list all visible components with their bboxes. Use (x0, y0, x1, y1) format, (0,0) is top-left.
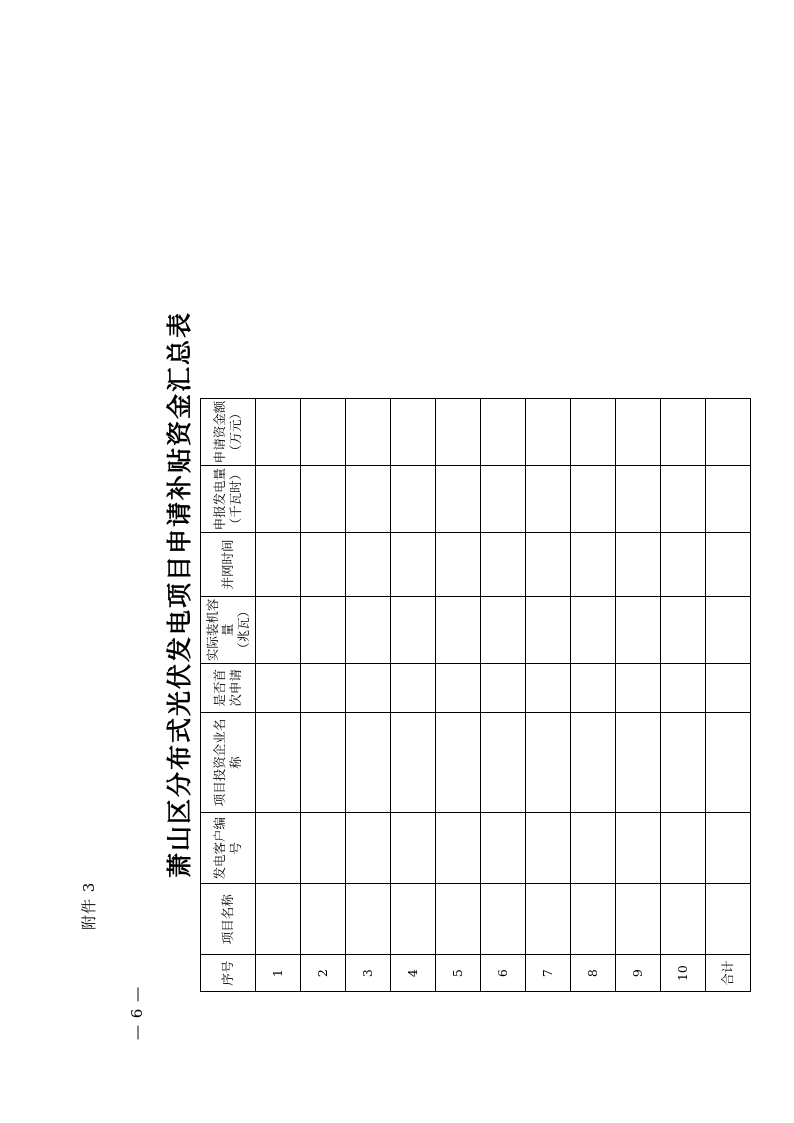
attachment-label: 附件 3 (80, 881, 98, 930)
column-header-reported-generation-line1: 申报发电量 (212, 467, 228, 531)
cell-requested-amount[interactable] (436, 399, 481, 466)
row-index-total: 合计 (706, 955, 751, 992)
table-row (571, 399, 616, 992)
cell-project-name[interactable] (256, 884, 301, 955)
cell-customer-number[interactable] (436, 813, 481, 884)
column-header-requested-amount (201, 399, 256, 466)
cell-first-application[interactable] (346, 663, 391, 712)
cell-grid-connection-time[interactable] (346, 533, 391, 597)
row-index: 8 (571, 955, 616, 992)
row-index: 10 (661, 955, 706, 992)
cell-reported-generation[interactable] (661, 466, 706, 533)
cell-customer-number[interactable] (391, 813, 436, 884)
summary-table-container (200, 398, 751, 992)
cell-project-name[interactable] (616, 884, 661, 955)
cell-customer-number[interactable] (526, 813, 571, 884)
cell-requested-amount[interactable] (301, 399, 346, 466)
cell-installed-capacity[interactable] (256, 596, 301, 663)
column-header-investor-company (201, 712, 256, 812)
row-index: 3 (346, 955, 391, 992)
cell-grid-connection-time[interactable] (616, 533, 661, 597)
cell-investor-company[interactable] (616, 712, 661, 812)
column-header-index-line1: 序号 (220, 960, 236, 986)
cell-reported-generation[interactable] (526, 466, 571, 533)
cell-reported-generation[interactable] (301, 466, 346, 533)
cell-project-name[interactable] (661, 884, 706, 955)
cell-investor-company[interactable] (481, 712, 526, 812)
cell-installed-capacity[interactable] (346, 596, 391, 663)
cell-reported-generation[interactable] (436, 466, 481, 533)
cell-first-application[interactable] (661, 663, 706, 712)
cell-project-name[interactable] (481, 884, 526, 955)
cell-first-application[interactable] (571, 663, 616, 712)
row-index: 6 (481, 955, 526, 992)
cell-project-name[interactable] (571, 884, 616, 955)
cell-customer-number[interactable] (256, 813, 301, 884)
cell-investor-company[interactable] (706, 712, 751, 812)
row-index: 1 (256, 955, 301, 992)
cell-grid-connection-time[interactable] (256, 533, 301, 597)
cell-customer-number[interactable] (301, 813, 346, 884)
table-body (256, 399, 751, 992)
cell-customer-number[interactable] (481, 813, 526, 884)
row-index: 7 (526, 955, 571, 992)
cell-grid-connection-time[interactable] (571, 533, 616, 597)
table-row (346, 399, 391, 992)
cell-requested-amount[interactable] (346, 399, 391, 466)
table-row (616, 399, 661, 992)
table-row (526, 399, 571, 992)
column-header-installed-capacity-line2: （兆瓦） (235, 604, 251, 655)
column-header-reported-generation-line2: （千瓦时） (228, 467, 243, 531)
table-row (481, 399, 526, 992)
cell-project-name[interactable] (346, 884, 391, 955)
cell-customer-number[interactable] (616, 813, 661, 884)
cell-reported-generation[interactable] (346, 466, 391, 533)
row-index: 4 (391, 955, 436, 992)
cell-installed-capacity[interactable] (661, 596, 706, 663)
cell-first-application[interactable] (391, 663, 436, 712)
column-header-first-application (201, 663, 256, 712)
cell-investor-company[interactable] (301, 712, 346, 812)
cell-requested-amount[interactable] (706, 399, 751, 466)
row-index: 9 (616, 955, 661, 992)
column-header-grid-connection-time (201, 533, 256, 597)
cell-requested-amount[interactable] (526, 399, 571, 466)
page-number: — 6 — (128, 985, 146, 1040)
cell-requested-amount[interactable] (616, 399, 661, 466)
column-header-requested-amount-line2: （万元） (228, 407, 243, 458)
column-header-investor-company-line1: 项目投资企业名称 (212, 718, 243, 807)
cell-first-application[interactable] (481, 663, 526, 712)
cell-installed-capacity[interactable] (616, 596, 661, 663)
cell-investor-company[interactable] (256, 712, 301, 812)
cell-customer-number[interactable] (571, 813, 616, 884)
subsidy-summary-table (200, 398, 751, 992)
column-header-reported-generation (201, 466, 256, 533)
table-row (391, 399, 436, 992)
cell-reported-generation[interactable] (481, 466, 526, 533)
cell-requested-amount[interactable] (256, 399, 301, 466)
cell-grid-connection-time[interactable] (481, 533, 526, 597)
cell-installed-capacity[interactable] (301, 596, 346, 663)
cell-requested-amount[interactable] (571, 399, 616, 466)
column-header-first-application-line2: 次申请 (228, 669, 243, 707)
table-row (256, 399, 301, 992)
cell-project-name[interactable] (436, 884, 481, 955)
cell-customer-number[interactable] (661, 813, 706, 884)
column-header-project-name (201, 884, 256, 955)
column-header-requested-amount-line1: 申请资金额 (212, 400, 228, 464)
cell-investor-company[interactable] (346, 712, 391, 812)
cell-first-application[interactable] (616, 663, 661, 712)
cell-reported-generation[interactable] (706, 466, 751, 533)
cell-grid-connection-time[interactable] (301, 533, 346, 597)
cell-investor-company[interactable] (661, 712, 706, 812)
cell-investor-company[interactable] (571, 712, 616, 812)
cell-project-name[interactable] (301, 884, 346, 955)
cell-installed-capacity[interactable] (526, 596, 571, 663)
table-total-row (706, 399, 751, 992)
cell-project-name[interactable] (526, 884, 571, 955)
cell-investor-company[interactable] (391, 712, 436, 812)
cell-grid-connection-time[interactable] (706, 533, 751, 597)
column-header-project-name-line1: 项目名称 (220, 894, 236, 945)
table-row (436, 399, 481, 992)
cell-first-application[interactable] (706, 663, 751, 712)
page-title: 萧山区分布式光伏发电项目申请补贴资金汇总表 (165, 310, 194, 878)
cell-installed-capacity[interactable] (391, 596, 436, 663)
column-header-customer-number (201, 813, 256, 884)
cell-investor-company[interactable] (436, 712, 481, 812)
cell-customer-number[interactable] (346, 813, 391, 884)
cell-installed-capacity[interactable] (481, 596, 526, 663)
cell-first-application[interactable] (301, 663, 346, 712)
cell-reported-generation[interactable] (391, 466, 436, 533)
table-row (301, 399, 346, 992)
cell-grid-connection-time[interactable] (661, 533, 706, 597)
cell-requested-amount[interactable] (481, 399, 526, 466)
column-header-first-application-line1: 是否首 (212, 669, 228, 707)
table-row (661, 399, 706, 992)
cell-grid-connection-time[interactable] (436, 533, 481, 597)
row-index: 5 (436, 955, 481, 992)
cell-first-application[interactable] (526, 663, 571, 712)
cell-installed-capacity[interactable] (706, 596, 751, 663)
row-index: 2 (301, 955, 346, 992)
cell-project-name[interactable] (706, 884, 751, 955)
table-header-row (201, 399, 256, 992)
column-header-installed-capacity-line1: 实际装机容量 (204, 598, 236, 662)
cell-installed-capacity[interactable] (436, 596, 481, 663)
cell-customer-number[interactable] (706, 813, 751, 884)
cell-requested-amount[interactable] (661, 399, 706, 466)
cell-reported-generation[interactable] (616, 466, 661, 533)
cell-grid-connection-time[interactable] (526, 533, 571, 597)
column-header-index (201, 955, 256, 992)
cell-reported-generation[interactable] (571, 466, 616, 533)
cell-grid-connection-time[interactable] (391, 533, 436, 597)
cell-reported-generation[interactable] (256, 466, 301, 533)
cell-investor-company[interactable] (526, 712, 571, 812)
column-header-customer-number-line1: 发电客户编号 (212, 816, 243, 880)
cell-requested-amount[interactable] (391, 399, 436, 466)
cell-project-name[interactable] (391, 884, 436, 955)
cell-first-application[interactable] (256, 663, 301, 712)
cell-installed-capacity[interactable] (571, 596, 616, 663)
column-header-installed-capacity (201, 596, 256, 663)
cell-first-application[interactable] (436, 663, 481, 712)
column-header-grid-connection-time-line1: 并网时间 (220, 539, 236, 590)
